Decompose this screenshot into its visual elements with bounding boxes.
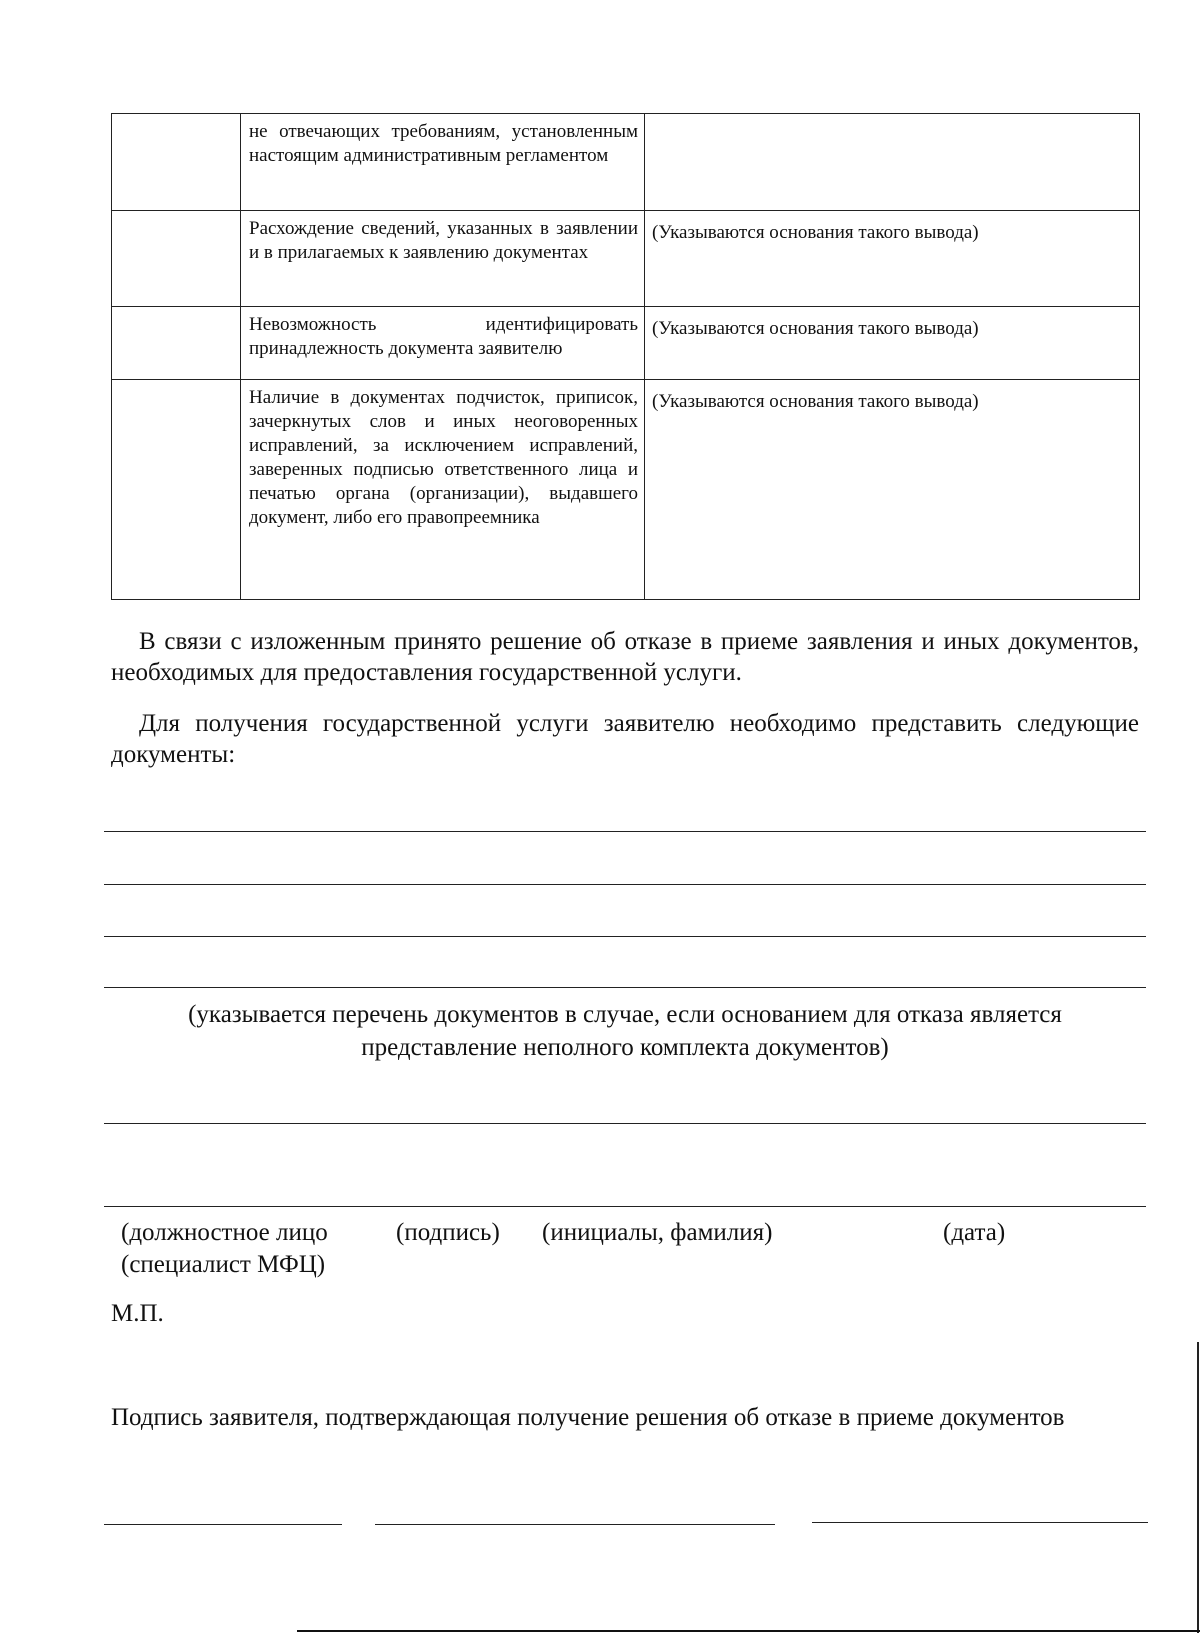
- signature-fill-line[interactable]: [104, 1206, 1146, 1207]
- table-row: [112, 211, 1140, 307]
- official-label-line2: (специалист МФЦ): [121, 1251, 326, 1278]
- applicant-fill-line[interactable]: [104, 1524, 342, 1525]
- required-documents-paragraph: Для получения государственной услуги заявителю необходимо представить следующие документы:: [111, 710, 1139, 768]
- initials-label: (инициалы, фамилия): [542, 1219, 773, 1246]
- applicant-fill-line[interactable]: [812, 1522, 1148, 1523]
- official-label-line1: (должностное лицо: [121, 1219, 328, 1246]
- documents-fill-line[interactable]: [104, 936, 1146, 937]
- documents-fill-line[interactable]: [104, 884, 1146, 885]
- table-cell-explanation: (Указываются основания такого вывода): [645, 307, 1140, 380]
- table-cell-reason: Невозможность идентифицировать принадлежность документа заявителю: [241, 307, 645, 380]
- date-label: (дата): [943, 1219, 1006, 1246]
- documents-caption: (указывается перечень документов в случае, если основанием для отказа является представление неполного комплекта документов): [188, 1001, 1062, 1061]
- table-cell-explanation: (Указываются основания такого вывода): [645, 211, 1140, 307]
- table-cell-reason: не отвечающих требованиям, установленным настоящим административным регламентом: [241, 114, 645, 211]
- table-row: [112, 114, 1140, 211]
- table-row: [112, 380, 1140, 600]
- signature-block-line[interactable]: [104, 1123, 1146, 1124]
- table-cell-explanation: [645, 114, 1140, 211]
- scan-edge: [1197, 1342, 1199, 1633]
- table-cell-number: [112, 114, 241, 211]
- signature-label: (подпись): [396, 1219, 500, 1246]
- documents-fill-line[interactable]: [104, 987, 1146, 988]
- scan-bottom-edge: [297, 1630, 1200, 1632]
- table-cell-reason: Наличие в документах подчисток, приписок, зачеркнутых слов и иных неоговоренных исправлений, за исключением исправлений, заверенных подписью ответственного лица и печатью органа (организации), выдавшего документ, либо его правопреемника: [241, 380, 645, 600]
- table-cell-number: [112, 211, 241, 307]
- table-row: [112, 307, 1140, 380]
- table-cell-reason: Расхождение сведений, указанных в заявлении и в прилагаемых к заявлению документах: [241, 211, 645, 307]
- table-cell-number: [112, 307, 241, 380]
- applicant-fill-line[interactable]: [375, 1524, 775, 1525]
- decision-paragraph: В связи с изложенным принято решение об отказе в приеме заявления и иных документов, необходимых для предоставления государственной услуги.: [111, 628, 1139, 686]
- documents-fill-line[interactable]: [104, 831, 1146, 832]
- table-cell-number: [112, 380, 241, 600]
- refusal-reasons-table: [111, 113, 1140, 600]
- table-cell-explanation: (Указываются основания такого вывода): [645, 380, 1140, 600]
- applicant-confirmation-text: Подпись заявителя, подтверждающая получение решения об отказе в приеме документов: [111, 1404, 1065, 1431]
- stamp-label: М.П.: [111, 1300, 164, 1327]
